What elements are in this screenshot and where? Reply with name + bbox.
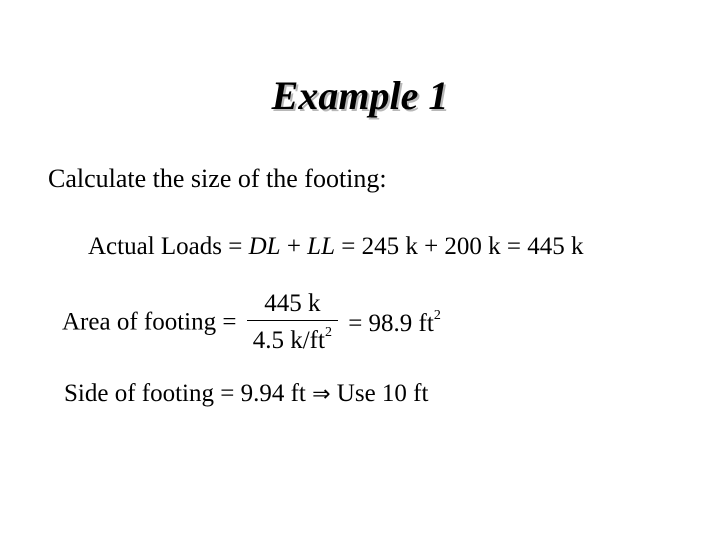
plus-sign: + — [286, 233, 301, 260]
area-label: Area of footing = — [62, 308, 237, 336]
slide-title: Example 1 — [271, 73, 449, 118]
denominator-text: 4.5 k/ft — [252, 327, 325, 354]
implies-arrow-icon: ⇒ — [312, 382, 331, 407]
loads-equals: = — [228, 233, 243, 260]
side-label: Side of footing = 9.94 ft — [64, 380, 306, 407]
side-equation — [64, 380, 428, 408]
loads-equation — [88, 233, 584, 261]
area-result-exponent: 2 — [433, 307, 441, 323]
loads-result: = 245 k + 200 k = 445 k — [341, 233, 584, 260]
intro-text: Calculate the size of the footing: — [48, 164, 387, 193]
area-result — [348, 307, 441, 337]
area-equation — [62, 290, 441, 355]
dead-load-symbol: DL — [248, 233, 281, 260]
fraction-numerator: 445 k — [264, 290, 321, 317]
use-size: Use 10 ft — [336, 380, 429, 407]
fraction-denominator — [247, 321, 338, 355]
denominator-exponent: 2 — [324, 325, 332, 340]
loads-label: Actual Loads — [88, 233, 222, 260]
area-result-text: = 98.9 ft — [348, 309, 434, 337]
live-load-symbol: LL — [307, 233, 335, 260]
area-fraction — [247, 290, 338, 355]
